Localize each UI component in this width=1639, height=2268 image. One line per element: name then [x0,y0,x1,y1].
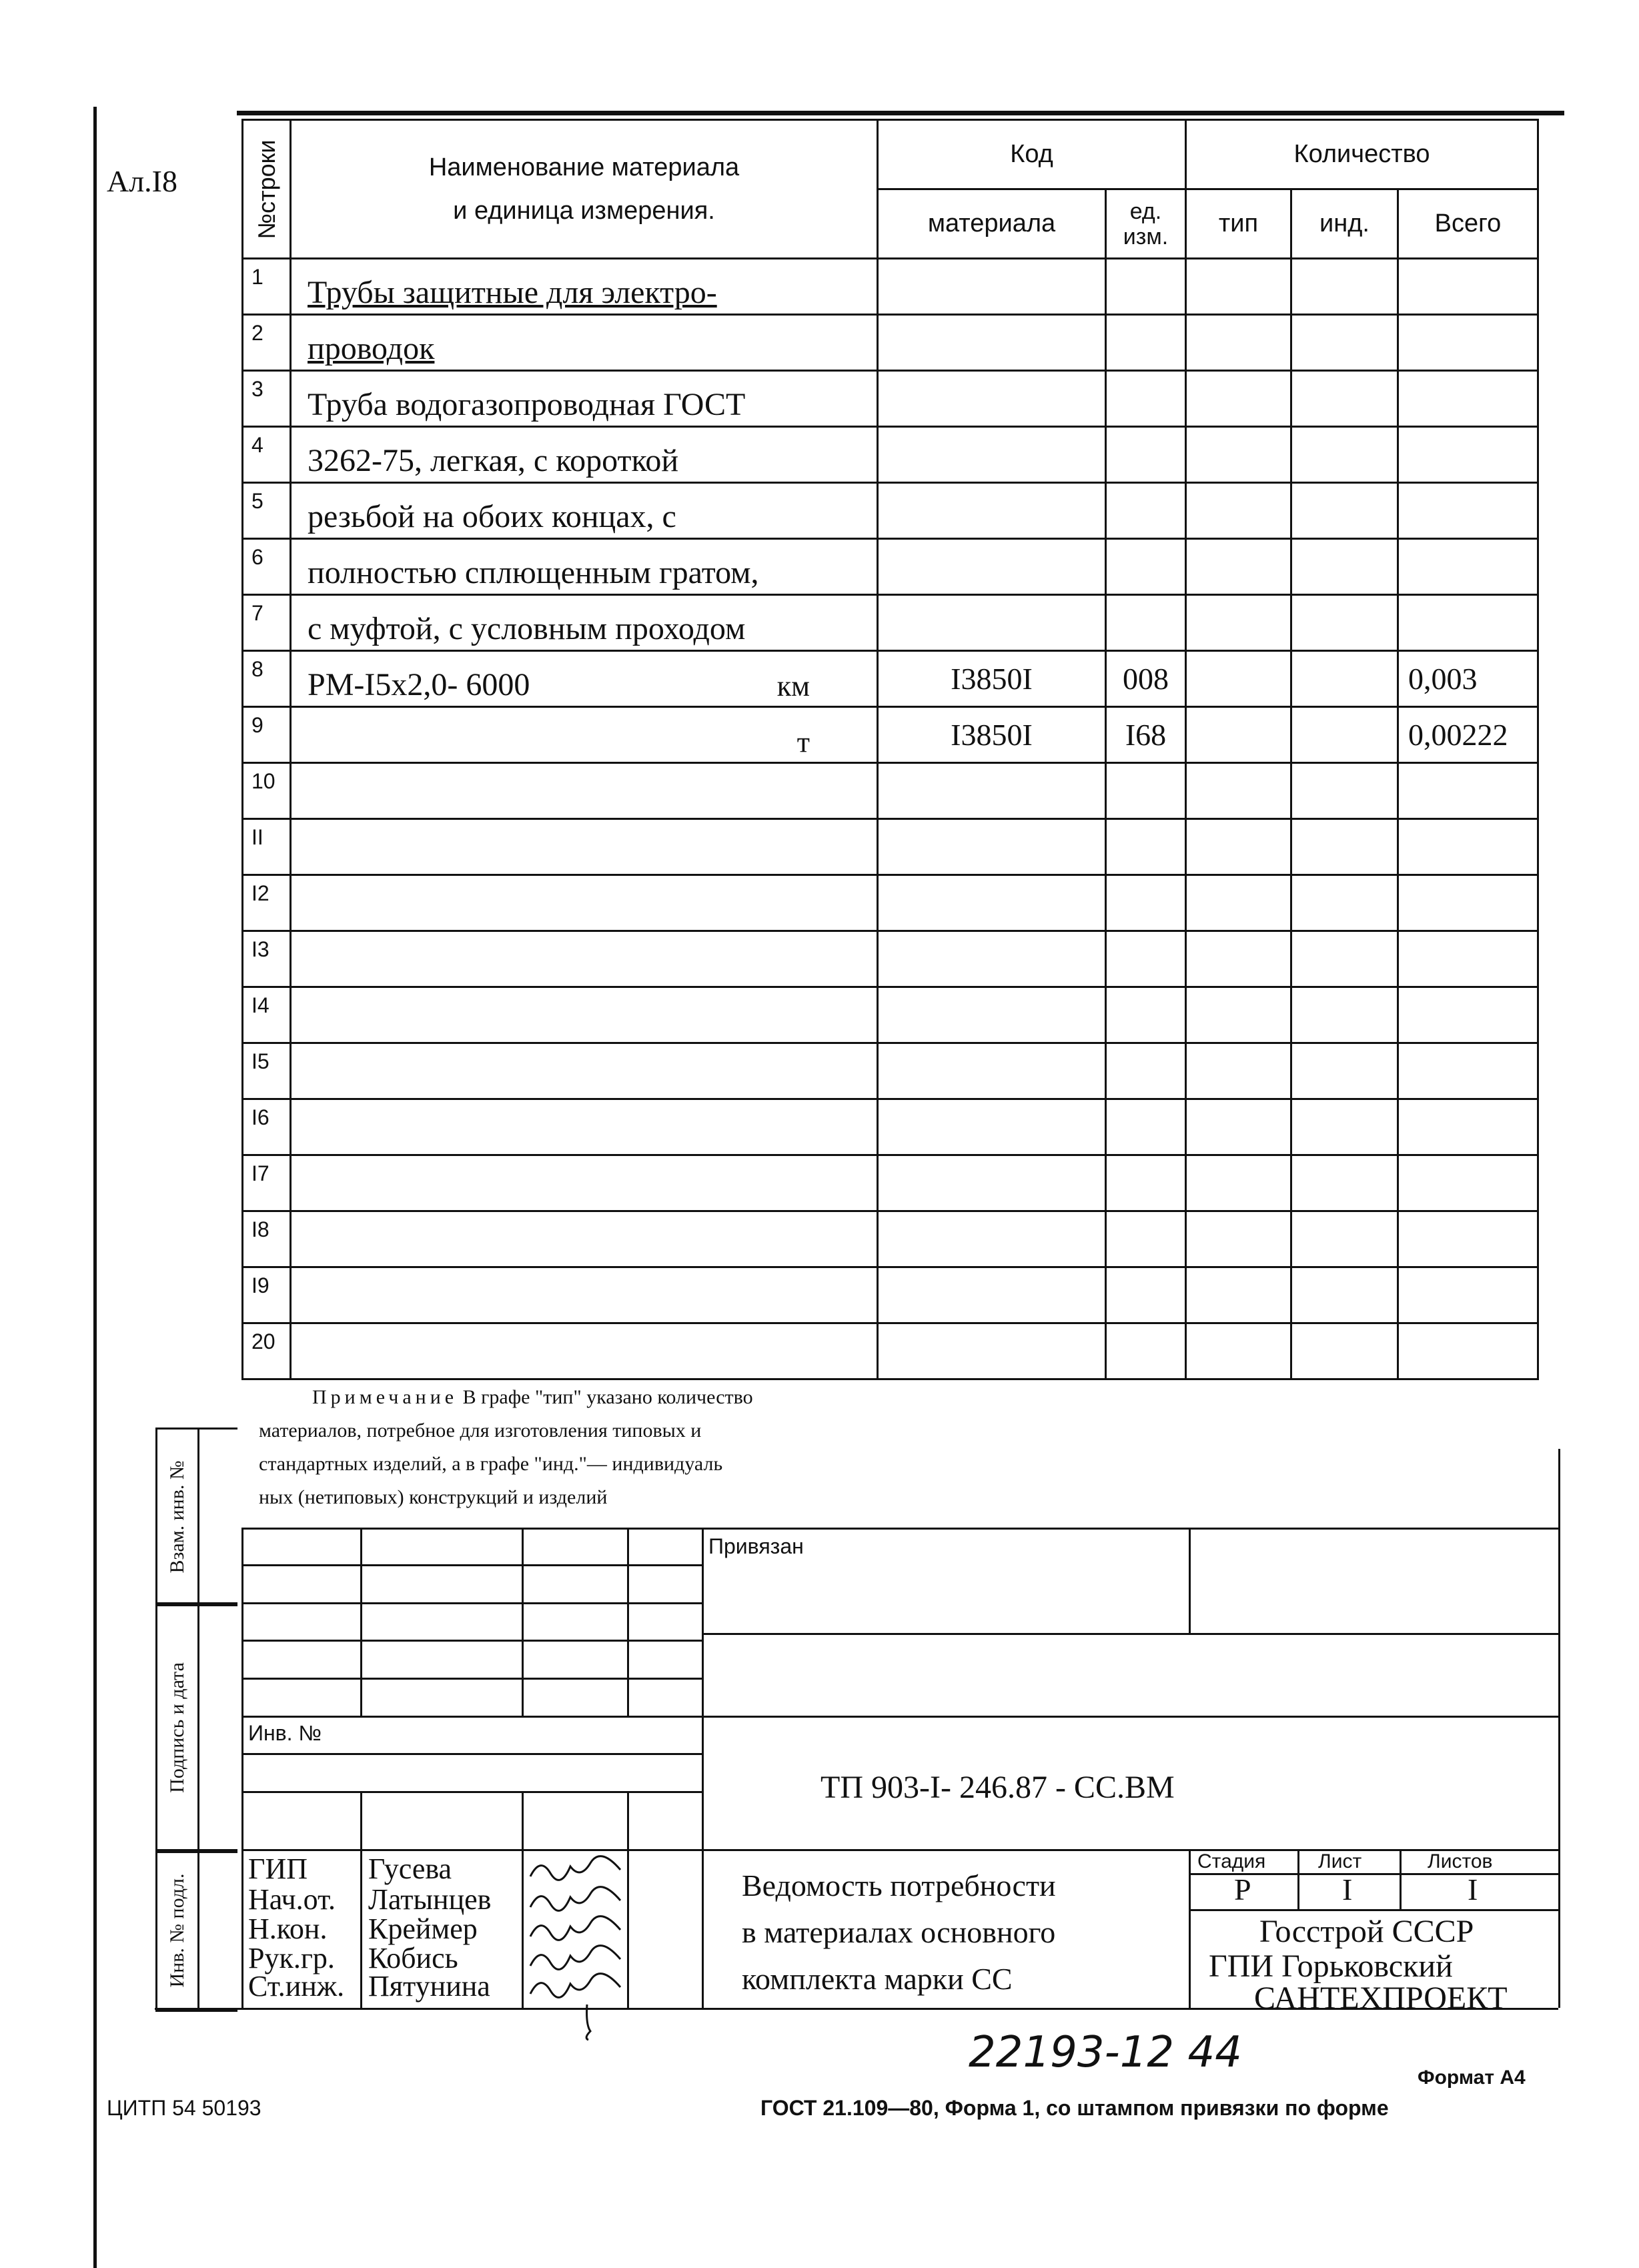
signer-role: Рук.гр. [248,1942,335,1974]
unit-code [1106,1211,1186,1267]
unit-code [1106,763,1186,819]
qty-type [1186,707,1291,763]
material-name-cell [291,315,878,371]
handwritten-signature [527,1913,627,1946]
qty-total [1398,875,1538,931]
material-code [878,315,1106,371]
unit-code [1106,539,1186,595]
qty-total: 0,003 [1398,651,1538,707]
material-name-cell [291,1155,878,1211]
sheets-label: Листов [1428,1850,1493,1872]
material-code [878,427,1106,483]
unit-code [1106,875,1186,931]
header-qty-total: Всего [1398,189,1538,259]
material-name: 3262-75, легкая, с короткой [308,443,679,478]
table-row [243,987,1538,1043]
material-name: Труба водогазопроводная ГОСТ [308,387,746,422]
table-row [243,259,1538,315]
note-line4: ных (нетиповых) конструкций и изделий [259,1486,608,1508]
material-name-cell [291,1323,878,1379]
qty-ind [1291,595,1398,651]
qty-total [1398,819,1538,875]
privyazan-label: Привязан [708,1534,804,1558]
qty-total [1398,763,1538,819]
footer-left: ЦИТП 54 50193 [107,2096,261,2120]
qty-ind [1291,1211,1398,1267]
qty-ind [1291,875,1398,931]
material-name-cell [291,595,878,651]
qty-total [1398,1155,1538,1211]
side-label-podpis: Подпись и дата [157,1604,199,1851]
table-row [243,1267,1538,1323]
qty-type [1186,875,1291,931]
row-number: I3 [243,931,291,987]
material-code [878,595,1106,651]
row-number: 4 [243,427,291,483]
table-row [243,1043,1538,1099]
inv-no-label: Инв. № [248,1721,322,1745]
unit-code [1106,1043,1186,1099]
row-number: 6 [243,539,291,595]
qty-ind [1291,315,1398,371]
row-number: 20 [243,1323,291,1379]
qty-total [1398,1323,1538,1379]
qty-total [1398,483,1538,539]
note-line2: материалов, потребное для изготовления типовых и [259,1420,702,1442]
header-quantity: Количество [1186,120,1538,189]
unit-code [1106,371,1186,427]
qty-ind [1291,259,1398,315]
signer-name: Кобись [368,1942,458,1974]
qty-type [1186,1099,1291,1155]
document-code: ТП 903-I- 246.87 - СС.ВМ [821,1770,1175,1805]
material-name: РМ-I5x2,0- 6000 [308,667,530,702]
org-line2: ГПИ Горьковский [1209,1948,1453,1984]
table-row [243,707,1538,763]
table-row [243,819,1538,875]
note-title: Примечание [312,1386,458,1408]
material-name: проводок [308,331,435,366]
qty-total [1398,539,1538,595]
qty-type [1186,595,1291,651]
sheet-label-stamp: Лист [1318,1850,1362,1872]
unit-code [1106,315,1186,371]
qty-total [1398,1267,1538,1323]
table-row [243,371,1538,427]
material-name: с муфтой, с условным проходом [308,611,746,646]
material-name-cell [291,763,878,819]
unit-code [1106,427,1186,483]
row-number: II [243,819,291,875]
header-code-material: материала [878,189,1106,259]
signer-role: ГИП [248,1852,308,1885]
qty-ind [1291,371,1398,427]
org-line1: Госстрой СССР [1259,1914,1474,1949]
row-number: I7 [243,1155,291,1211]
table-row [243,763,1538,819]
material-unit: т [796,726,810,758]
handwritten-signature [527,1970,627,2004]
side-box-podpis [155,1602,237,1853]
unit-code [1106,987,1186,1043]
qty-ind [1291,1323,1398,1379]
qty-type [1186,1267,1291,1323]
note-line1: В графе "тип" указано количество [458,1386,753,1408]
table-row [243,427,1538,483]
row-number: 3 [243,371,291,427]
header-name-line1: Наименование материала [428,153,740,181]
unit-code [1106,1155,1186,1211]
material-code [878,987,1106,1043]
qty-total [1398,1211,1538,1267]
unit-code [1106,483,1186,539]
row-number: I8 [243,1211,291,1267]
qty-ind [1291,651,1398,707]
stage-value: Р [1234,1872,1251,1906]
material-code [878,483,1106,539]
unit-code [1106,931,1186,987]
table-row [243,1323,1538,1379]
row-number: I4 [243,987,291,1043]
material-name-cell [291,427,878,483]
sheet-label: Ал.I8 [107,164,177,198]
material-code [878,1211,1106,1267]
side-box-vzam [155,1428,237,1606]
qty-type [1186,651,1291,707]
qty-total [1398,371,1538,427]
note-line3: стандартных изделий, а в графе "инд."— индивидуаль [259,1453,723,1475]
qty-type [1186,539,1291,595]
unit-code: I68 [1106,707,1186,763]
material-code [878,1043,1106,1099]
qty-ind [1291,483,1398,539]
qty-total [1398,987,1538,1043]
qty-type [1186,1155,1291,1211]
material-name-cell [291,1043,878,1099]
handwritten-signature [527,1884,627,1917]
signer-role: Ст.инж. [248,1970,345,2003]
table-row [243,1155,1538,1211]
header-name [291,120,878,259]
qty-total: 0,00222 [1398,707,1538,763]
qty-total [1398,1099,1538,1155]
table-row [243,1099,1538,1155]
material-name-cell [291,875,878,931]
qty-type [1186,1043,1291,1099]
qty-type [1186,931,1291,987]
qty-type [1186,483,1291,539]
qty-type [1186,1211,1291,1267]
doc-title-line1: Ведомость потребности [742,1868,1056,1902]
qty-ind [1291,539,1398,595]
signer-role: Нач.от. [248,1883,336,1916]
side-label-vzam: Взам. инв. № [157,1430,199,1604]
material-code [878,931,1106,987]
qty-type [1186,259,1291,315]
table-row [243,875,1538,931]
material-code [878,539,1106,595]
material-name-cell [291,539,878,595]
table-row [243,539,1538,595]
material-name-cell [291,483,878,539]
signer-name: Латынцев [368,1883,492,1916]
qty-total [1398,595,1538,651]
unit-code [1106,1267,1186,1323]
qty-type [1186,819,1291,875]
qty-ind [1291,427,1398,483]
header-row-number: №строки [243,120,291,259]
unit-code: 008 [1106,651,1186,707]
doc-title-line2: в материалах основного [742,1915,1056,1949]
qty-type [1186,1323,1291,1379]
material-name-cell [291,707,878,763]
material-name: резьбой на обоих концах, с [308,499,676,534]
qty-total [1398,931,1538,987]
row-number: I6 [243,1099,291,1155]
qty-type [1186,315,1291,371]
qty-total [1398,1043,1538,1099]
table-row [243,595,1538,651]
material-code [878,371,1106,427]
qty-total [1398,259,1538,315]
signer-role: Н.кон. [248,1912,328,1945]
doc-title-line3: комплекта марки СС [742,1962,1013,1996]
material-code [878,1099,1106,1155]
qty-ind [1291,1043,1398,1099]
unit-code [1106,1323,1186,1379]
material-unit: км [776,670,810,702]
row-number: 5 [243,483,291,539]
qty-total [1398,427,1538,483]
side-box-inv [155,1849,237,2012]
material-name-cell [291,931,878,987]
material-code [878,1155,1106,1211]
org-line3: САНТЕХПРОЕКТ [1254,1980,1508,2016]
row-number: 10 [243,763,291,819]
material-name-cell [291,1211,878,1267]
material-name-cell [291,371,878,427]
header-qty-type: тип [1186,189,1291,259]
table-row [243,483,1538,539]
qty-type [1186,427,1291,483]
row-number: I9 [243,1267,291,1323]
table-row [243,315,1538,371]
row-number: I5 [243,1043,291,1099]
row-number: 8 [243,651,291,707]
material-code: I3850I [878,651,1106,707]
signature-tail-mark [574,2001,600,2041]
qty-total [1398,315,1538,371]
unit-code [1106,595,1186,651]
footer-right: ГОСТ 21.109—80, Форма 1, со штампом привязки по форме [760,2096,1389,2120]
frame-left-line [93,107,97,2268]
row-number: 9 [243,707,291,763]
unit-code [1106,1099,1186,1155]
material-code [878,763,1106,819]
unit-code [1106,819,1186,875]
handwritten-signature [527,1853,627,1886]
stage-label: Стадия [1197,1850,1266,1872]
material-code [878,1267,1106,1323]
material-name-cell [291,1267,878,1323]
row-number: I2 [243,875,291,931]
handwritten-number: 22193-12 44 [969,2028,1242,2077]
header-code-unit: ед. изм. [1106,189,1186,259]
row-number: 2 [243,315,291,371]
qty-ind [1291,763,1398,819]
material-name: полностью сплющенным гратом, [308,555,759,590]
materials-table [241,119,1539,1380]
side-label-inv: Инв. № подл. [157,1851,199,2010]
material-code [878,875,1106,931]
material-code [878,1323,1106,1379]
material-code [878,819,1106,875]
frame-top-line [237,111,1564,115]
table-row [243,931,1538,987]
table-row [243,651,1538,707]
material-code: I3850I [878,707,1106,763]
header-name-line2: и единица измерения. [453,196,715,225]
signer-name: Креймер [368,1912,478,1945]
header-qty-ind: инд. [1291,189,1398,259]
material-name: Трубы защитные для электро- [308,275,717,310]
qty-ind [1291,1155,1398,1211]
material-code [878,259,1106,315]
material-name-cell [291,259,878,315]
qty-ind [1291,1099,1398,1155]
qty-ind [1291,987,1398,1043]
qty-ind [1291,931,1398,987]
sheet-value: I [1342,1872,1353,1906]
row-number: 7 [243,595,291,651]
header-code: Код [878,120,1186,189]
note-block [259,1381,1259,1514]
table-row [243,1211,1538,1267]
qty-type [1186,763,1291,819]
qty-ind [1291,707,1398,763]
material-name-cell [291,987,878,1043]
qty-type [1186,371,1291,427]
qty-type [1186,987,1291,1043]
signer-name: Гусева [368,1852,452,1885]
qty-ind [1291,819,1398,875]
qty-ind [1291,1267,1398,1323]
material-name-cell [291,1099,878,1155]
material-name-cell [291,651,878,707]
format-label: Формат А4 [1418,2067,1526,2089]
row-number: 1 [243,259,291,315]
signer-name: Пятунина [368,1970,490,2003]
material-name-cell [291,819,878,875]
sheets-value: I [1468,1872,1478,1906]
unit-code [1106,259,1186,315]
